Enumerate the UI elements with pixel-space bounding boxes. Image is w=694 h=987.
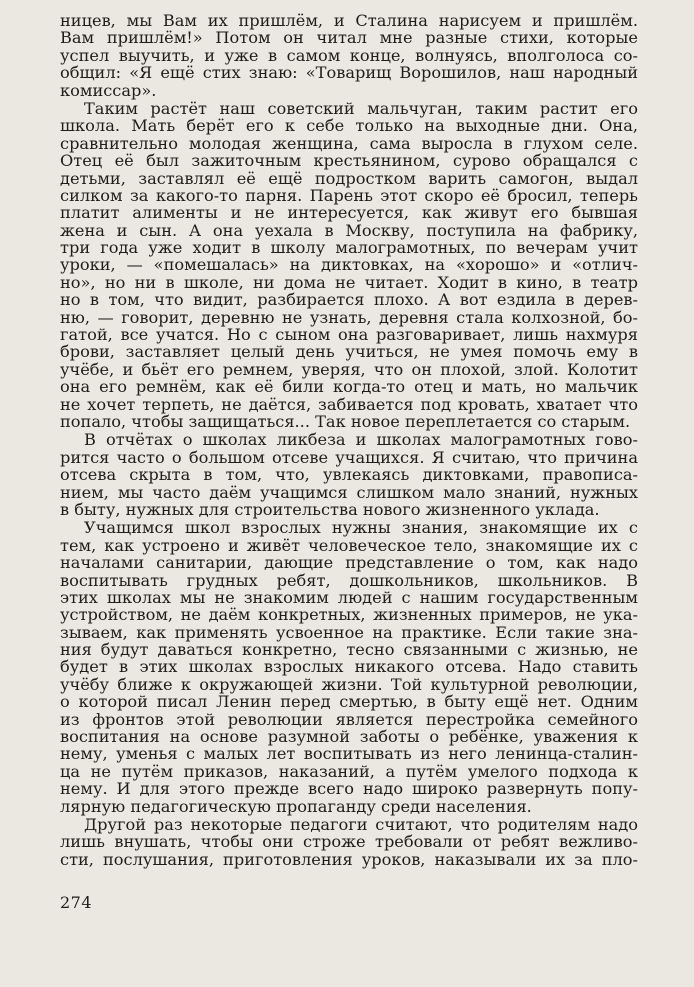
text-line: гатой, все учатся. Но с сыном она разговаривает, лишь нахмуря [60, 325, 638, 345]
text-line: не хочет терпеть, не даётся, забивается под кровать, хватает что [60, 394, 638, 414]
text-line: лярную педагогическую пропаганду среди населения. [60, 796, 532, 816]
text-line: из фронтов этой революции является перестройка семейного [60, 709, 638, 729]
text-line: жена и сын. А она уехала в Москву, поступила на фабрику, [60, 220, 638, 240]
text-line: тем, как устроено и живёт человеческое тело, знакомящие их с [60, 535, 638, 555]
text-line: воспитания на основе разумной заботы о ребёнке, уважения к [60, 727, 638, 747]
text-line: силком за какого-то парня. Парень этот скоро её бросил, теперь [60, 185, 638, 205]
text-line: нему, уменья с малых лет воспитывать из него ленинца-сталин- [60, 744, 638, 764]
text-line: но в том, что видит, разбирается плохо. А вот ездила в дерев- [60, 290, 638, 310]
text-line: воспитывать грудных ребят, дошкольников, школьников. В [60, 570, 638, 590]
text-line: Таким растёт наш советский мальчуган, таким растит его [84, 98, 638, 118]
paragraph [60, 431, 638, 518]
text-line: но», но ни в школе, ни дома не читает. Ходит в кино, в театр [60, 272, 638, 292]
text-line: ца не путём приказов, наказаний, а путём умелого подхода к [60, 761, 638, 781]
text-line: попало, чтобы защищаться... Так новое переплетается со старым. [60, 411, 631, 431]
text-line: ния будут даваться конкретно, тесно связанными с жизнью, не [60, 640, 638, 660]
paragraph [60, 816, 638, 868]
paragraph [60, 100, 638, 430]
text-line: Учащимся школ взрослых нужны знания, знакомящие их с [84, 518, 638, 538]
page-number: 274 [60, 893, 93, 912]
text-line: нему. И для этого прежде всего надо широко развернуть попу- [60, 779, 638, 799]
text-line: устройством, не даём конкретных, жизненных примеров, не ука- [60, 605, 638, 625]
text-line: ню, — говорит, деревню не узнать, деревня стала колхозной, бо- [60, 307, 638, 327]
page-text [60, 12, 638, 868]
text-line: брови, заставляет целый день учиться, не умея помочь ему в [60, 342, 638, 362]
text-line: детьми, заставлял её ещё подростком варить самогон, выдал [60, 168, 638, 188]
text-line: школа. Мать берёт его к себе только на выходные дни. Она, [60, 116, 638, 136]
text-line: сравнительно молодая женщина, сама выросла в глухом селе. [60, 133, 638, 153]
text-line: отсева скрыта в том, что, увлекаясь диктовками, правописа- [60, 465, 638, 485]
text-line: платит алименты и не интересуется, как живут его бывшая [60, 203, 638, 223]
text-line: сти, послушания, приготовления уроков, наказывали их за пло- [60, 849, 638, 869]
text-line: рится часто о большом отсеве учащихся. Я считаю, что причина [60, 447, 638, 467]
text-line: о которой писал Ленин перед смертью, в быту ещё нет. Одним [60, 692, 638, 712]
text-line: общил: «Я ещё стих знаю: «Товарищ Ворошилов, наш народный [60, 63, 638, 83]
text-line: ницев, мы Вам их пришлём, и Сталина нарисуем и пришлём. [60, 11, 638, 30]
text-line: началами санитарии, дающие представление о том, как надо [60, 553, 638, 573]
text-line: будет в этих школах взрослых никакого отсева. Надо ставить [60, 657, 638, 677]
text-line: лишь внушать, чтобы они строже требовали от ребят вежливо- [60, 832, 638, 852]
text-line: Отец её был зажиточным крестьянином, сурово обращался с [60, 151, 638, 171]
text-line: этих школах мы не знакомим людей с нашим государственным [60, 587, 638, 607]
paragraph [60, 12, 638, 99]
text-line: Вам пришлём!» Потом он читал мне разные стихи, которые [60, 28, 638, 48]
text-line: комиссар». [60, 80, 157, 100]
text-line: учёбу ближе к окружающей жизни. Той культурной революции, [60, 674, 638, 694]
text-line: Другой раз некоторые педагоги считают, что родителям надо [84, 814, 638, 834]
text-line: В отчётах о школах ликбеза и школах малограмотных гово- [84, 430, 638, 450]
text-line: три года уже ходит в школу малограмотных, по вечерам учит [60, 238, 638, 258]
text-line: успел выучить, и уже в самом конце, волнуясь, вполголоса со- [60, 45, 638, 65]
text-line: она его ремнём, как её били когда-то отец и мать, но мальчик [60, 377, 638, 397]
paragraph [60, 519, 638, 815]
text-line: нием, мы часто даём учащимся слишком мало знаний, нужных [60, 482, 638, 502]
text-line: в быту, нужных для строительства нового жизненного уклада. [60, 499, 600, 519]
text-line: уроки, — «помешалась» на диктовках, на «хорошо» и «отлич- [60, 255, 638, 275]
text-line: учёбе, и бьёт его ремнем, уверяя, что он плохой, злой. Колотит [60, 359, 638, 379]
text-line: зываем, как применять усвоенное на практике. Если такие зна- [60, 622, 638, 642]
